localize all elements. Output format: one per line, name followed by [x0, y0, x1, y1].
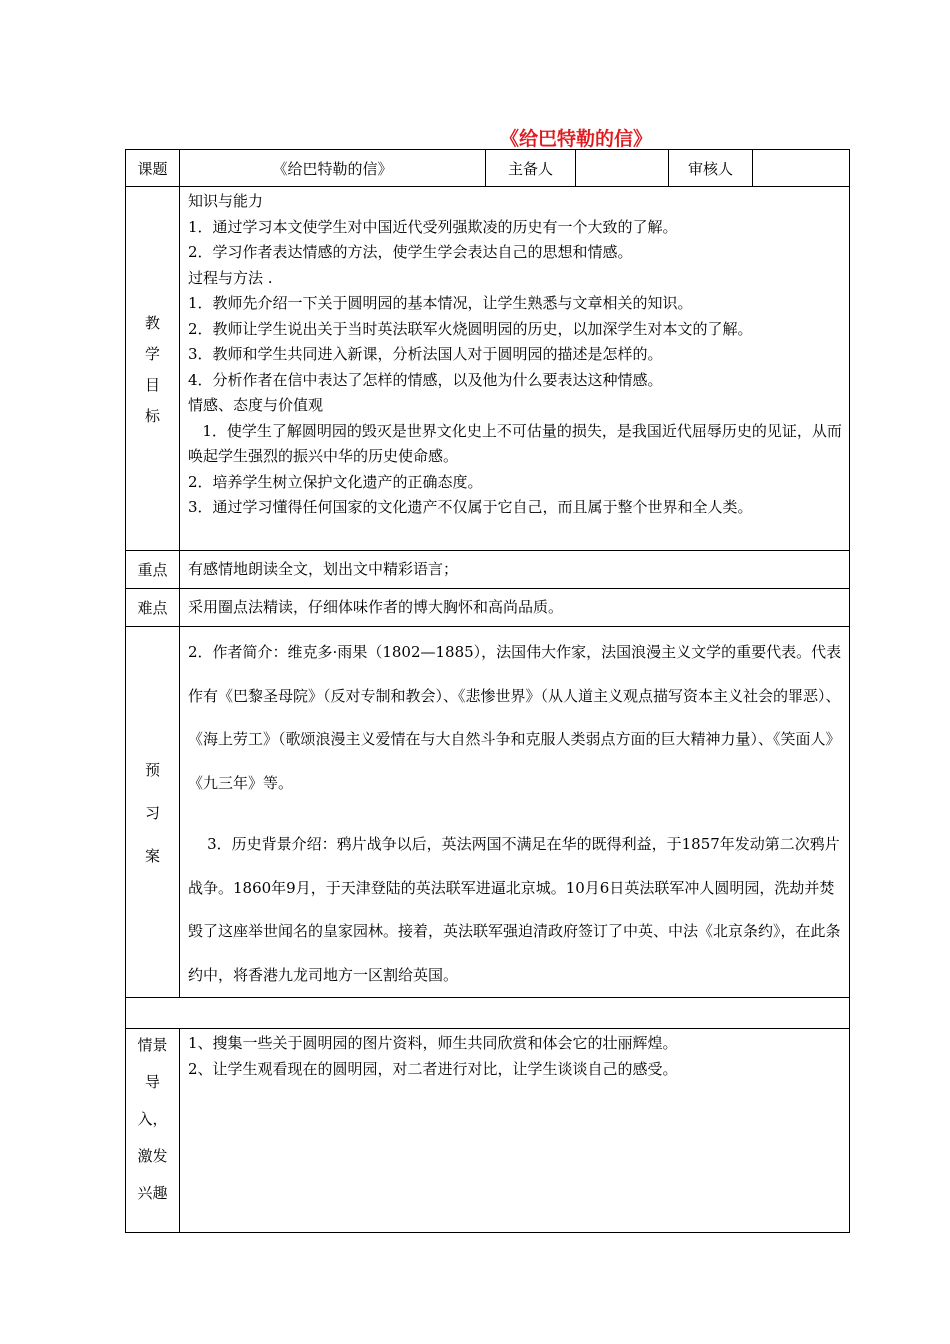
header-row — [126, 150, 850, 187]
preview-label-char: 预 — [144, 760, 160, 779]
preview-content — [180, 627, 850, 998]
objective-line: 4．分析作者在信中表达了怎样的情感，以及他为什么要表达这种情感。 — [188, 370, 663, 389]
preview-label — [126, 627, 180, 998]
objective-line: 3．通过学习懂得任何国家的文化遗产不仅属于它自己，而且属于整个世界和全人类。 — [188, 498, 753, 516]
objectives-content — [180, 187, 850, 551]
preparer-label: 主备人 — [486, 150, 576, 187]
intro-label — [126, 1029, 180, 1233]
objective-line: 1．通过学习本文使学生对中国近代受列强欺凌的历史有一个大致的了解。 — [188, 217, 678, 236]
intro-line: 1、搜集一些关于圆明园的图片资料，师生共同欣赏和体会它的壮丽辉煌。 — [188, 1034, 678, 1052]
objective-line: 1．教师先介绍一下关于圆明园的基本情况，让学生熟悉与文章相关的知识。 — [188, 294, 693, 312]
objectives-row — [126, 187, 850, 551]
objectives-label — [126, 187, 180, 551]
objective-line: 2．学习作者表达情感的方法，使学生学会表达自己的思想和情感。 — [188, 243, 633, 261]
lesson-plan-table — [125, 149, 850, 1233]
objectives-label-char: 学 — [144, 344, 160, 363]
difficulty-row — [126, 589, 850, 627]
intro-content — [180, 1029, 850, 1233]
key-point-text — [180, 551, 850, 589]
intro-label-line: 激发 — [137, 1147, 168, 1165]
objectives-label-char: 标 — [144, 406, 160, 425]
objective-line: 2．教师让学生说出关于当时英法联军火烧圆明园的历史，以加深学生对本文的了解。 — [188, 319, 753, 338]
blank-row — [126, 998, 850, 1029]
objectives-label-char: 目 — [144, 375, 160, 394]
objective-line: 知识与能力 — [188, 192, 264, 210]
preparer-value — [576, 150, 669, 187]
preview-row — [126, 627, 850, 998]
intro-line: 2、让学生观看现在的圆明园，对二者进行对比，让学生谈谈自己的感受。 — [188, 1059, 678, 1078]
intro-label-line: 情景 — [137, 1036, 168, 1054]
document-title: 《给巴特勒的信》 — [500, 128, 653, 150]
difficulty-label: 难点 — [126, 589, 180, 627]
author-intro: 2．作者简介：维克多·雨果（1802—1885），法国伟大作家，法国浪漫主义文学的重要代表。代表作有《巴黎圣母院》（反对专制和教会）、《悲惨世界》（从人道主义观点描写资本主义社会的罪恶）、《海上劳工》（歌颂浪漫主义爱情在与大自然斗争和克服人类弱点方面的巨大精神力量）、《笑面人》《九三年》等。 — [188, 643, 842, 792]
key-point-row — [126, 551, 850, 589]
objective-line: 情感、态度与价值观 — [188, 396, 324, 414]
subject-value: 《给巴特勒的信》 — [180, 150, 486, 187]
intro-row — [126, 1029, 850, 1233]
objective-line: 过程与方法 . — [188, 268, 273, 287]
difficulty-text — [180, 589, 850, 627]
objective-line: 3．教师和学生共同进入新课，分析法国人对于圆明园的描述是怎样的。 — [188, 345, 663, 363]
objective-paragraph: 1．使学生了解圆明园的毁灭是世界文化史上不可估量的损失，是我国近代屈辱历史的见证，从而唤起学生强烈的振兴中华的历史使命感。 — [188, 421, 842, 465]
objectives-label-char: 教 — [144, 313, 160, 332]
subject-label: 课题 — [126, 150, 180, 187]
preview-label-char: 案 — [144, 846, 160, 865]
intro-label-line: 入， — [137, 1110, 168, 1128]
key-point-content: 有感情地朗读全文，划出文中精彩语言； — [188, 559, 459, 578]
intro-label-line: 兴趣 — [137, 1184, 168, 1202]
preview-label-char: 习 — [144, 803, 160, 822]
history-background: 3．历史背景介绍：鸦片战争以后，英法两国不满足在华的既得利益，于1857年发动第二次鸦片战争。1860年9月，于天津登陆的英法联军进逼北京城。10月6日英法联军冲人圆明园，洗劫并焚毁了这座举世闻名的皇家园林。接着，英法联军强迫清政府签订了中英、中法《北京条约》，在此条约中，将香港九龙司地方一区割给英国。 — [188, 835, 841, 984]
reviewer-value — [753, 150, 850, 187]
key-point-label: 重点 — [126, 551, 180, 589]
reviewer-label: 审核人 — [669, 150, 753, 187]
intro-label-line: 导 — [144, 1073, 160, 1091]
difficulty-content: 采用圈点法精读，仔细体味作者的博大胸怀和高尚品质。 — [188, 597, 564, 616]
blank-cell — [126, 998, 850, 1029]
objective-line: 2．培养学生树立保护文化遗产的正确态度。 — [188, 472, 483, 491]
